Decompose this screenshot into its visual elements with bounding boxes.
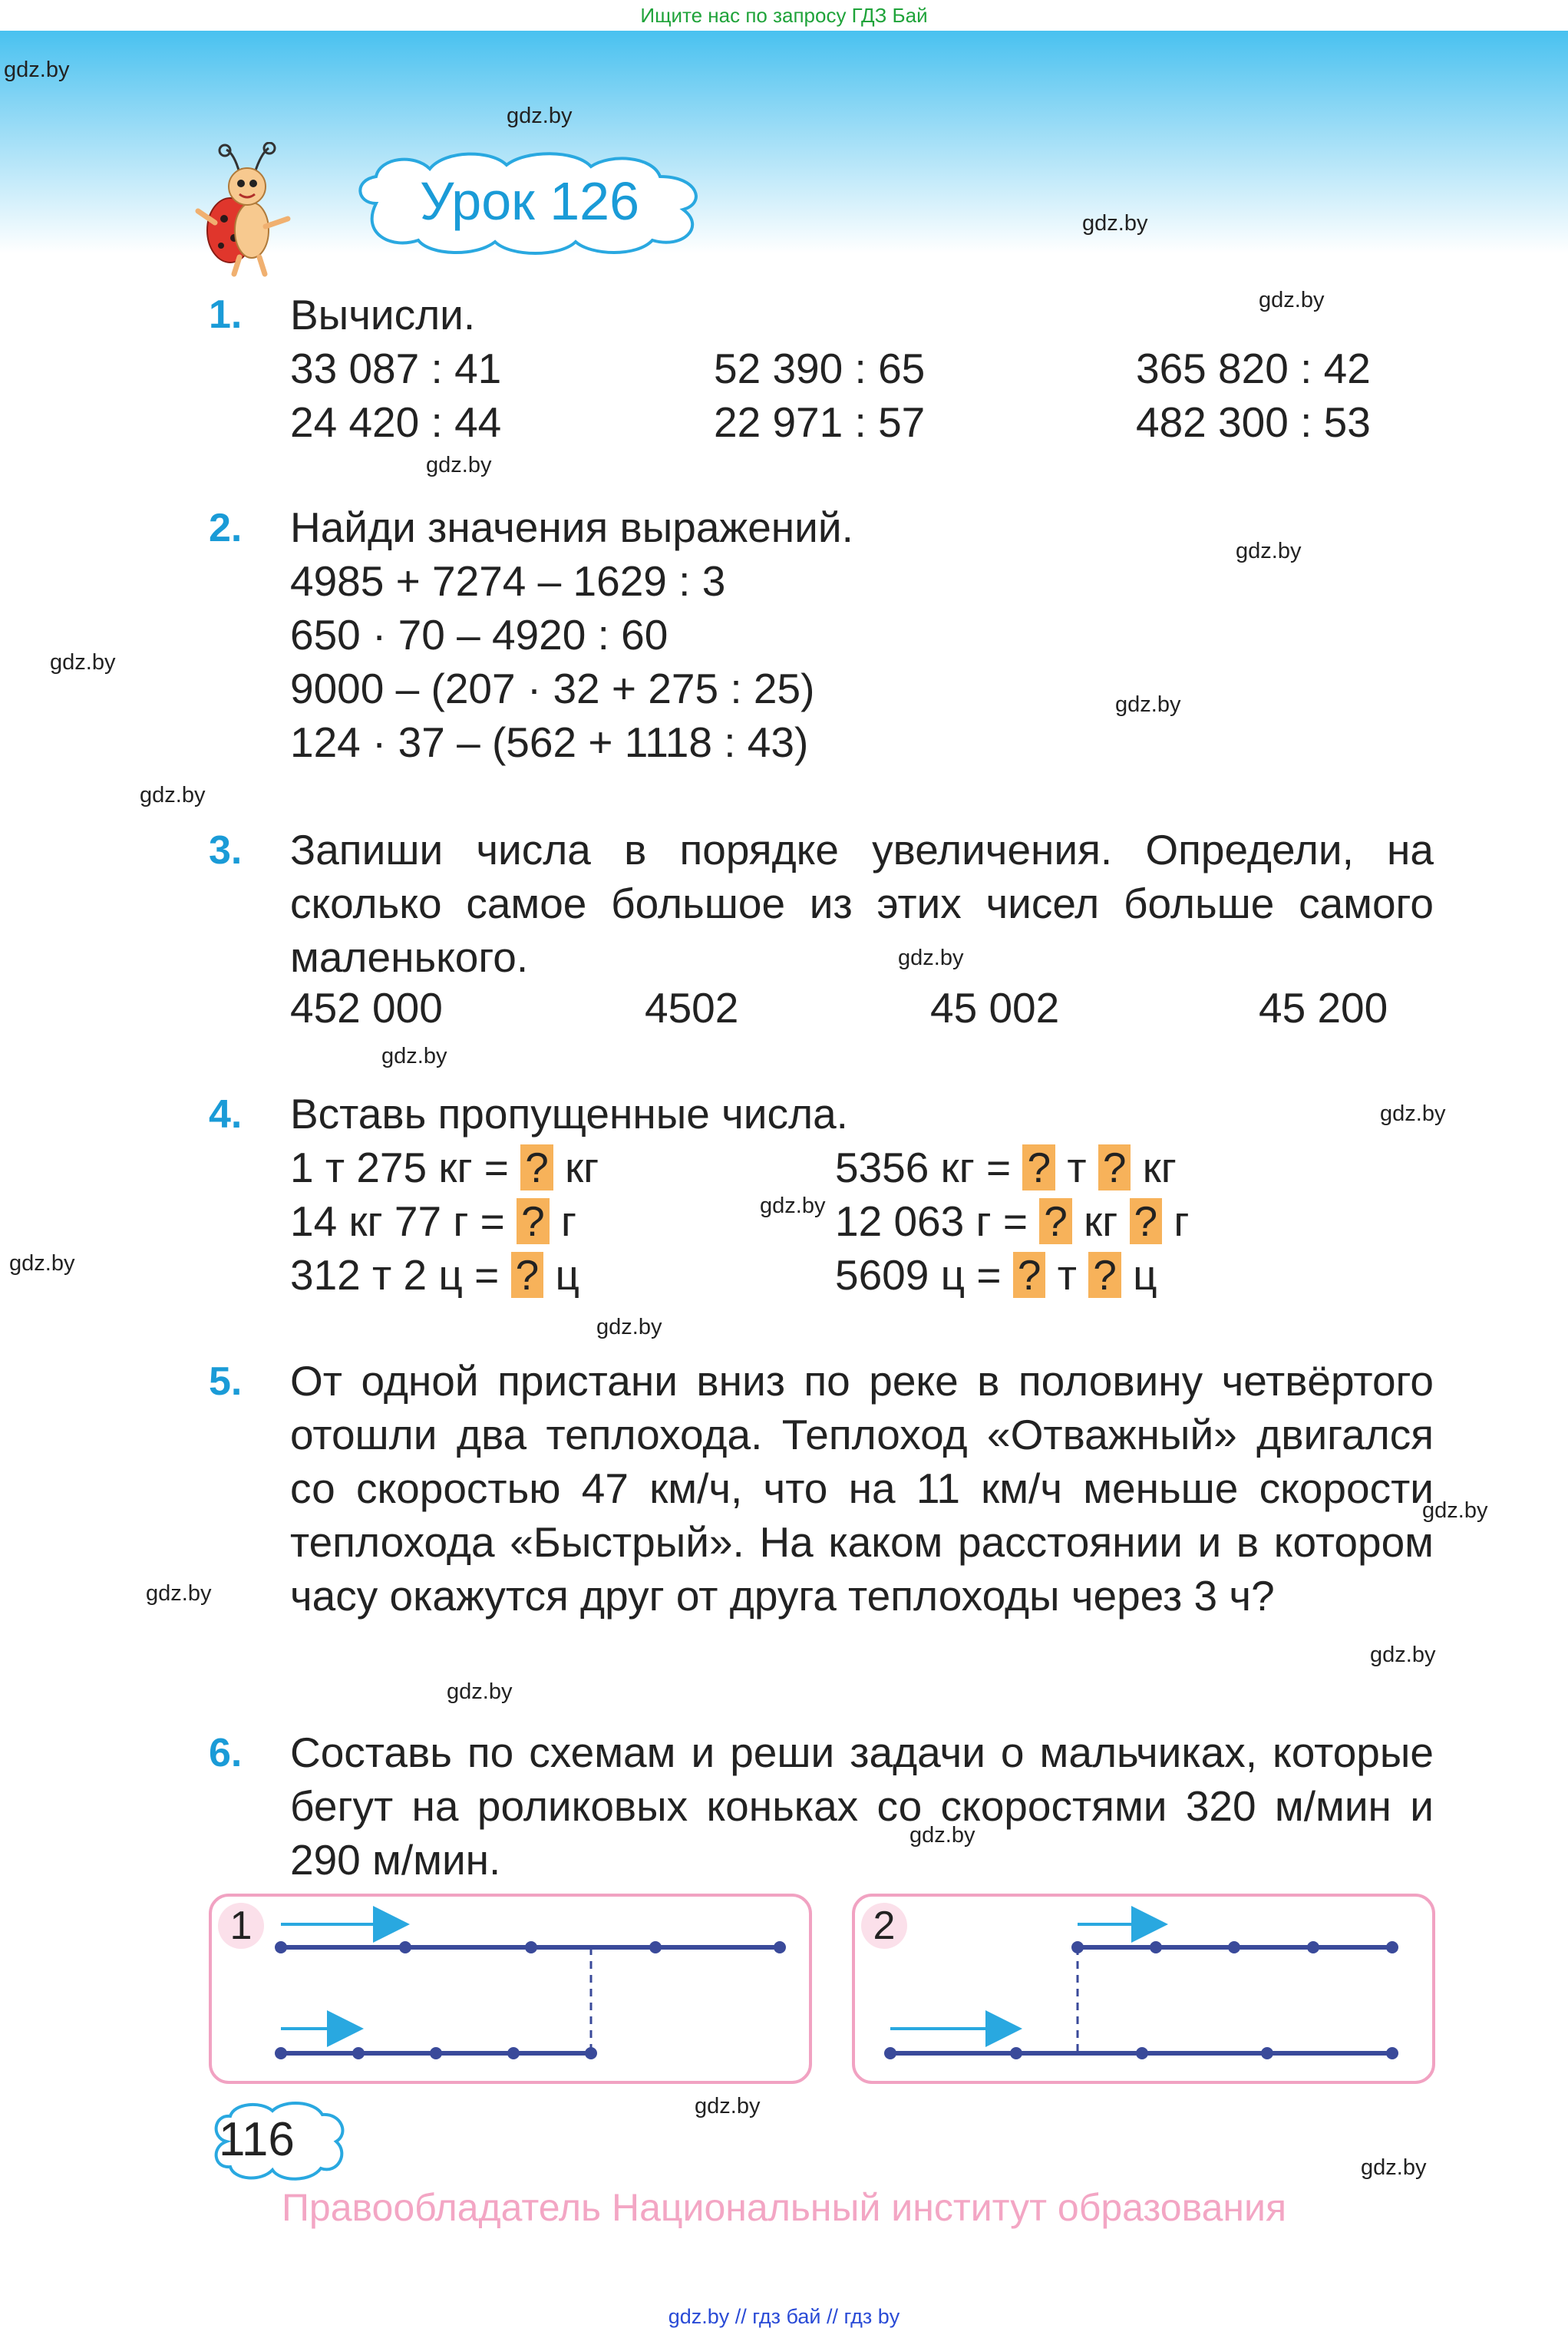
- number-item: 45 200: [1259, 984, 1388, 1032]
- conversion-row: 12 063 г = ? кг ? г: [835, 1197, 1190, 1245]
- watermark: gdz.by: [146, 1581, 212, 1606]
- watermark: gdz.by: [1370, 1643, 1436, 1667]
- scheme-2-diagram: [855, 1897, 1432, 2081]
- answer-blank[interactable]: ?: [1013, 1252, 1046, 1298]
- scheme-2-label: 2: [861, 1903, 907, 1949]
- answer-blank[interactable]: ?: [511, 1252, 544, 1298]
- number-item: 452 000: [290, 984, 443, 1032]
- answer-blank[interactable]: ?: [1098, 1144, 1131, 1190]
- watermark: gdz.by: [426, 453, 492, 477]
- top-banner[interactable]: Ищите нас по запросу ГДЗ Бай: [0, 0, 1568, 31]
- number-item: 4502: [645, 984, 739, 1032]
- task-number: 1.: [209, 292, 243, 337]
- task-number: 4.: [209, 1092, 243, 1137]
- conversion-row: 5356 кг = ? т ? кг: [835, 1144, 1177, 1191]
- answer-blank[interactable]: ?: [1088, 1252, 1121, 1298]
- division-expr: 482 300 : 53: [1136, 398, 1371, 446]
- expression: 124 · 37 – (562 + 1118 : 43): [290, 718, 809, 766]
- watermark: gdz.by: [1422, 1498, 1488, 1523]
- watermark: gdz.by: [1361, 2155, 1427, 2180]
- copyright-notice: Правообладатель Национальный институт образования: [281, 2186, 1287, 2229]
- expression: 650 · 70 – 4920 : 60: [290, 611, 668, 659]
- answer-blank[interactable]: ?: [1022, 1144, 1055, 1190]
- number-item: 45 002: [930, 984, 1060, 1032]
- task-number: 3.: [209, 828, 243, 873]
- task-title: Вычисли.: [290, 291, 476, 338]
- answer-blank[interactable]: ?: [520, 1144, 553, 1190]
- answer-blank[interactable]: ?: [517, 1198, 550, 1244]
- scheme-1-box: [209, 1894, 812, 2084]
- ladybug-mascot-icon: [192, 142, 299, 280]
- watermark: gdz.by: [381, 1044, 447, 1068]
- conversion-row: 14 кг 77 г = ? г: [290, 1197, 576, 1245]
- division-expr: 22 971 : 57: [714, 398, 926, 446]
- watermark: gdz.by: [695, 2094, 761, 2118]
- division-expr: 33 087 : 41: [290, 345, 502, 392]
- watermark: gdz.by: [1380, 1101, 1446, 1126]
- watermark: gdz.by: [1236, 539, 1302, 563]
- page-number: 116: [219, 2113, 295, 2166]
- watermark: gdz.by: [1082, 211, 1148, 236]
- conversion-row: 5609 ц = ? т ? ц: [835, 1251, 1157, 1299]
- watermark: gdz.by: [898, 946, 964, 970]
- answer-blank[interactable]: ?: [1130, 1198, 1163, 1244]
- task-number: 2.: [209, 506, 243, 550]
- division-expr: 24 420 : 44: [290, 398, 502, 446]
- conversion-row: 312 т 2 ц = ? ц: [290, 1251, 579, 1299]
- footer-links[interactable]: gdz.by // гдз бай // гдз by: [668, 2305, 900, 2328]
- watermark: gdz.by: [596, 1315, 662, 1339]
- watermark: gdz.by: [507, 104, 573, 128]
- task-number: 6.: [209, 1731, 243, 1775]
- watermark: gdz.by: [760, 1194, 826, 1218]
- watermark: gdz.by: [140, 783, 206, 807]
- task-text: От одной пристани вниз по реке в половину четвёртого отошли два теплохода. Теплоход «Отважный» двигался со скоростью 47 км/ч, что на 11 км/ч меньше скорости теплохода «Быстрый». На каком расстоянии и в котором часу окажутся друг от друга теплоходы через 3 ч?: [290, 1357, 1434, 1620]
- watermark: gdz.by: [447, 1679, 513, 1704]
- expression: 4985 + 7274 – 1629 : 3: [290, 557, 726, 605]
- watermark: gdz.by: [9, 1251, 75, 1276]
- task-number: 5.: [209, 1359, 243, 1404]
- scheme-2-box: [852, 1894, 1435, 2084]
- watermark: gdz.by: [1259, 288, 1325, 312]
- answer-blank[interactable]: ?: [1039, 1198, 1072, 1244]
- division-expr: 52 390 : 65: [714, 345, 926, 392]
- expression: 9000 – (207 · 32 + 275 : 25): [290, 665, 815, 712]
- watermark: gdz.by: [909, 1823, 975, 1848]
- division-expr: 365 820 : 42: [1136, 345, 1371, 392]
- task-title: Вставь пропущенные числа.: [290, 1090, 848, 1138]
- task-text: Составь по схемам и реши задачи о мальчиках, которые бегут на роликовых коньках со скоростями 320 м/мин и 290 м/мин.: [290, 1729, 1434, 1884]
- task-text: Запиши числа в порядке увеличения. Определи, на сколько самое большое из этих чисел больше самого маленького.: [290, 826, 1434, 981]
- scheme-1-diagram: [212, 1897, 809, 2081]
- scheme-1-label: 1: [218, 1903, 264, 1949]
- watermark: gdz.by: [1115, 692, 1181, 717]
- watermark: gdz.by: [50, 650, 116, 675]
- watermark: gdz.by: [4, 58, 70, 82]
- lesson-title: Урок 126: [419, 171, 640, 231]
- conversion-row: 1 т 275 кг = ? кг: [290, 1144, 599, 1191]
- task-title: Найди значения выражений.: [290, 504, 853, 551]
